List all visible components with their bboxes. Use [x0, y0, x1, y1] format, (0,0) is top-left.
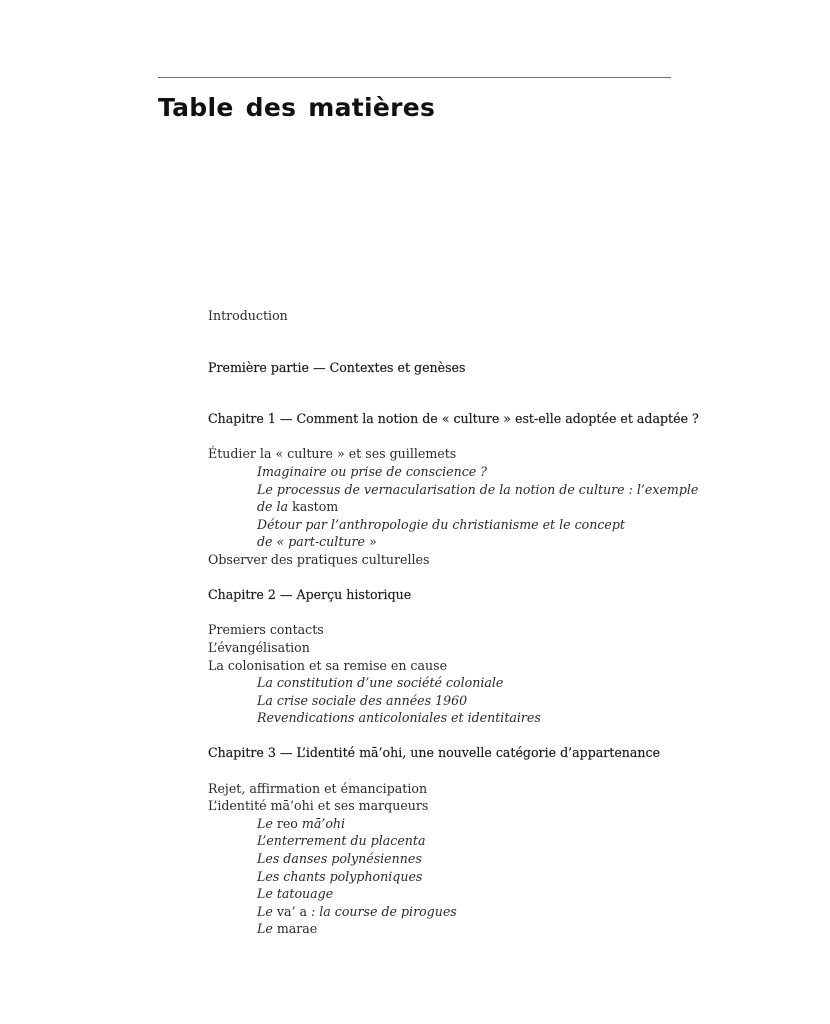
toc-text-italic: de la [257, 499, 289, 515]
toc-text-roman: reo [272, 815, 302, 831]
toc-chapter-1[interactable]: Chapitre 1 — Comment la notion de « culture » est-elle adoptée et adaptée ? [208, 411, 699, 427]
toc-section[interactable]: Rejet, affirmation et émancipation [208, 780, 428, 796]
toc-part-1[interactable]: Première partie — Contextes et genèses [208, 359, 466, 375]
toc-chapter-2[interactable]: Chapitre 2 — Aperçu historique [208, 587, 412, 603]
toc-text-italic: mā’ohi [301, 815, 346, 831]
toc-text-roman: marae [272, 921, 318, 937]
toc-section[interactable]: Premiers contacts [208, 622, 324, 638]
toc-text-italic: : la course de pirogues [306, 903, 457, 919]
toc-text-italic: Le [257, 903, 273, 919]
toc-subsection[interactable] [208, 815, 678, 833]
toc-section[interactable]: Étudier la « culture » et ses guillemets [208, 446, 457, 462]
toc-chapter-3[interactable]: Chapitre 3 — L’identité mā’ohi, une nouvelle catégorie d’appartenance [208, 745, 661, 761]
toc-subsection-continued[interactable] [208, 498, 678, 516]
toc-subsection[interactable] [208, 903, 678, 921]
toc-subsection[interactable]: Les chants polyphoniques [257, 868, 423, 884]
toc-subsection[interactable]: La crise sociale des années 1960 [257, 692, 468, 708]
page-title: Table des matières [158, 93, 436, 122]
toc-subsection[interactable]: La constitution d’une société coloniale [257, 675, 504, 691]
toc-section[interactable]: L’identité mā’ohi et ses marqueurs [208, 798, 429, 814]
toc-subsection[interactable]: Détour par l’anthropologie du christianisme et le concept [257, 516, 625, 532]
toc-subsection[interactable]: Le processus de vernacularisation de la notion de culture : l’exemple [257, 481, 699, 497]
table-of-contents [208, 307, 699, 938]
toc-subsection[interactable] [208, 920, 678, 938]
toc-text-roman: va’ a [272, 903, 307, 919]
toc-section[interactable]: Observer des pratiques culturelles [208, 551, 430, 567]
toc-text-italic: Le [257, 921, 273, 937]
toc-text-italic: Le [257, 815, 273, 831]
toc-section[interactable]: La colonisation et sa remise en cause [208, 657, 448, 673]
toc-section[interactable]: L’évangélisation [208, 639, 310, 655]
toc-subsection[interactable]: Les danses polynésiennes [257, 851, 422, 867]
toc-text-roman: kastom [288, 499, 339, 515]
toc-subsection-continued[interactable]: de « part-culture » [257, 534, 377, 550]
toc-subsection[interactable]: L’enterrement du placenta [257, 833, 426, 849]
toc-subsection[interactable]: Le tatouage [257, 886, 334, 902]
toc-subsection[interactable]: Imaginaire ou prise de conscience ? [257, 463, 487, 479]
header-rule [158, 77, 671, 78]
toc-entry-introduction[interactable]: Introduction [208, 308, 288, 323]
toc-subsection[interactable]: Revendications anticoloniales et identitaires [257, 710, 541, 726]
